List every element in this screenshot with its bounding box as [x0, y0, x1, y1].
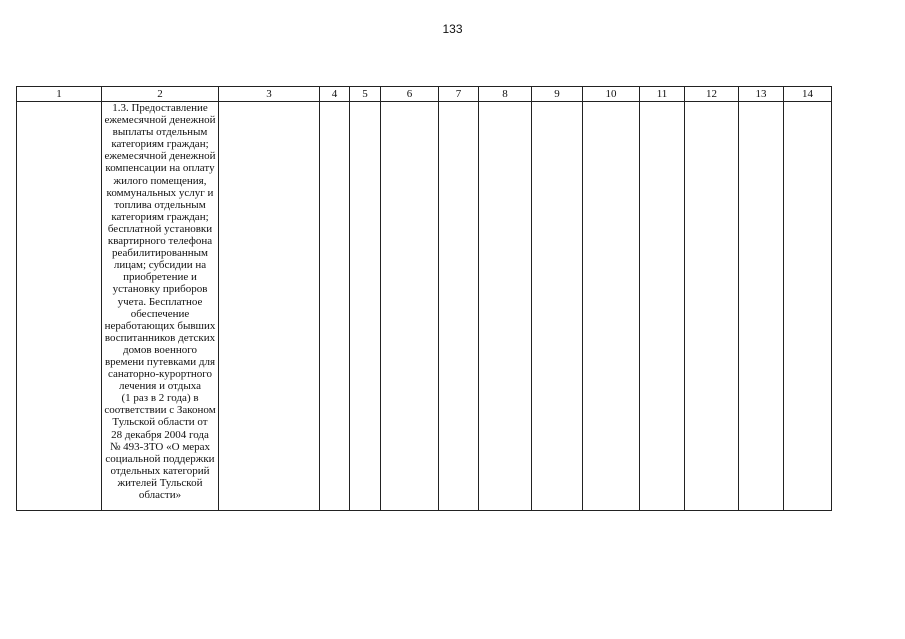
data-table — [16, 86, 832, 511]
cell-col-9 — [532, 102, 583, 511]
cell-col-3 — [219, 102, 320, 511]
cell-col-10 — [583, 102, 640, 511]
header-row — [17, 87, 832, 102]
column-header-12: 12 — [685, 87, 739, 102]
table-row — [17, 102, 832, 511]
column-header-5: 5 — [350, 87, 381, 102]
cell-col-11 — [640, 102, 685, 511]
column-header-13: 13 — [739, 87, 784, 102]
cell-col-1 — [17, 102, 102, 511]
column-header-6: 6 — [381, 87, 439, 102]
column-header-14: 14 — [784, 87, 832, 102]
cell-col-14 — [784, 102, 832, 511]
cell-col-8 — [479, 102, 532, 511]
page-number: 133 — [442, 22, 463, 36]
cell-col-7 — [439, 102, 479, 511]
column-header-10: 10 — [583, 87, 640, 102]
column-header-9: 9 — [532, 87, 583, 102]
cell-col-6 — [381, 102, 439, 511]
column-header-3: 3 — [219, 87, 320, 102]
column-header-7: 7 — [439, 87, 479, 102]
cell-col-13 — [739, 102, 784, 511]
cell-col-12 — [685, 102, 739, 511]
column-header-1: 1 — [17, 87, 102, 102]
cell-col-4 — [320, 102, 350, 511]
column-header-11: 11 — [640, 87, 685, 102]
column-header-2: 2 — [102, 87, 219, 102]
column-header-8: 8 — [479, 87, 532, 102]
cell-description: 1.3. Предоставление ежемесячной денежной выплаты отдельным категориям граждан; ежемесячной денежной компенсации на оплату жилого помещения, коммунальных услуг и топлива отдельным категориям граждан; бесплатной установки квартирного телефона реабилитированным лицам; субсидии на приобретение и установку приборов учета. Бесплатное обеспечение неработающих бывших воспитанников детских домов военного времени путевками для санаторно-курортного лечения и отдыха (1 раз в 2 года) в соответствии с Законом Тульской области от 28 декабря 2004 года № 493-ЗТО «О мерах социальной поддержки отдельных категорий жителей Тульской области» — [102, 102, 219, 511]
column-header-4: 4 — [320, 87, 350, 102]
cell-col-5 — [350, 102, 381, 511]
